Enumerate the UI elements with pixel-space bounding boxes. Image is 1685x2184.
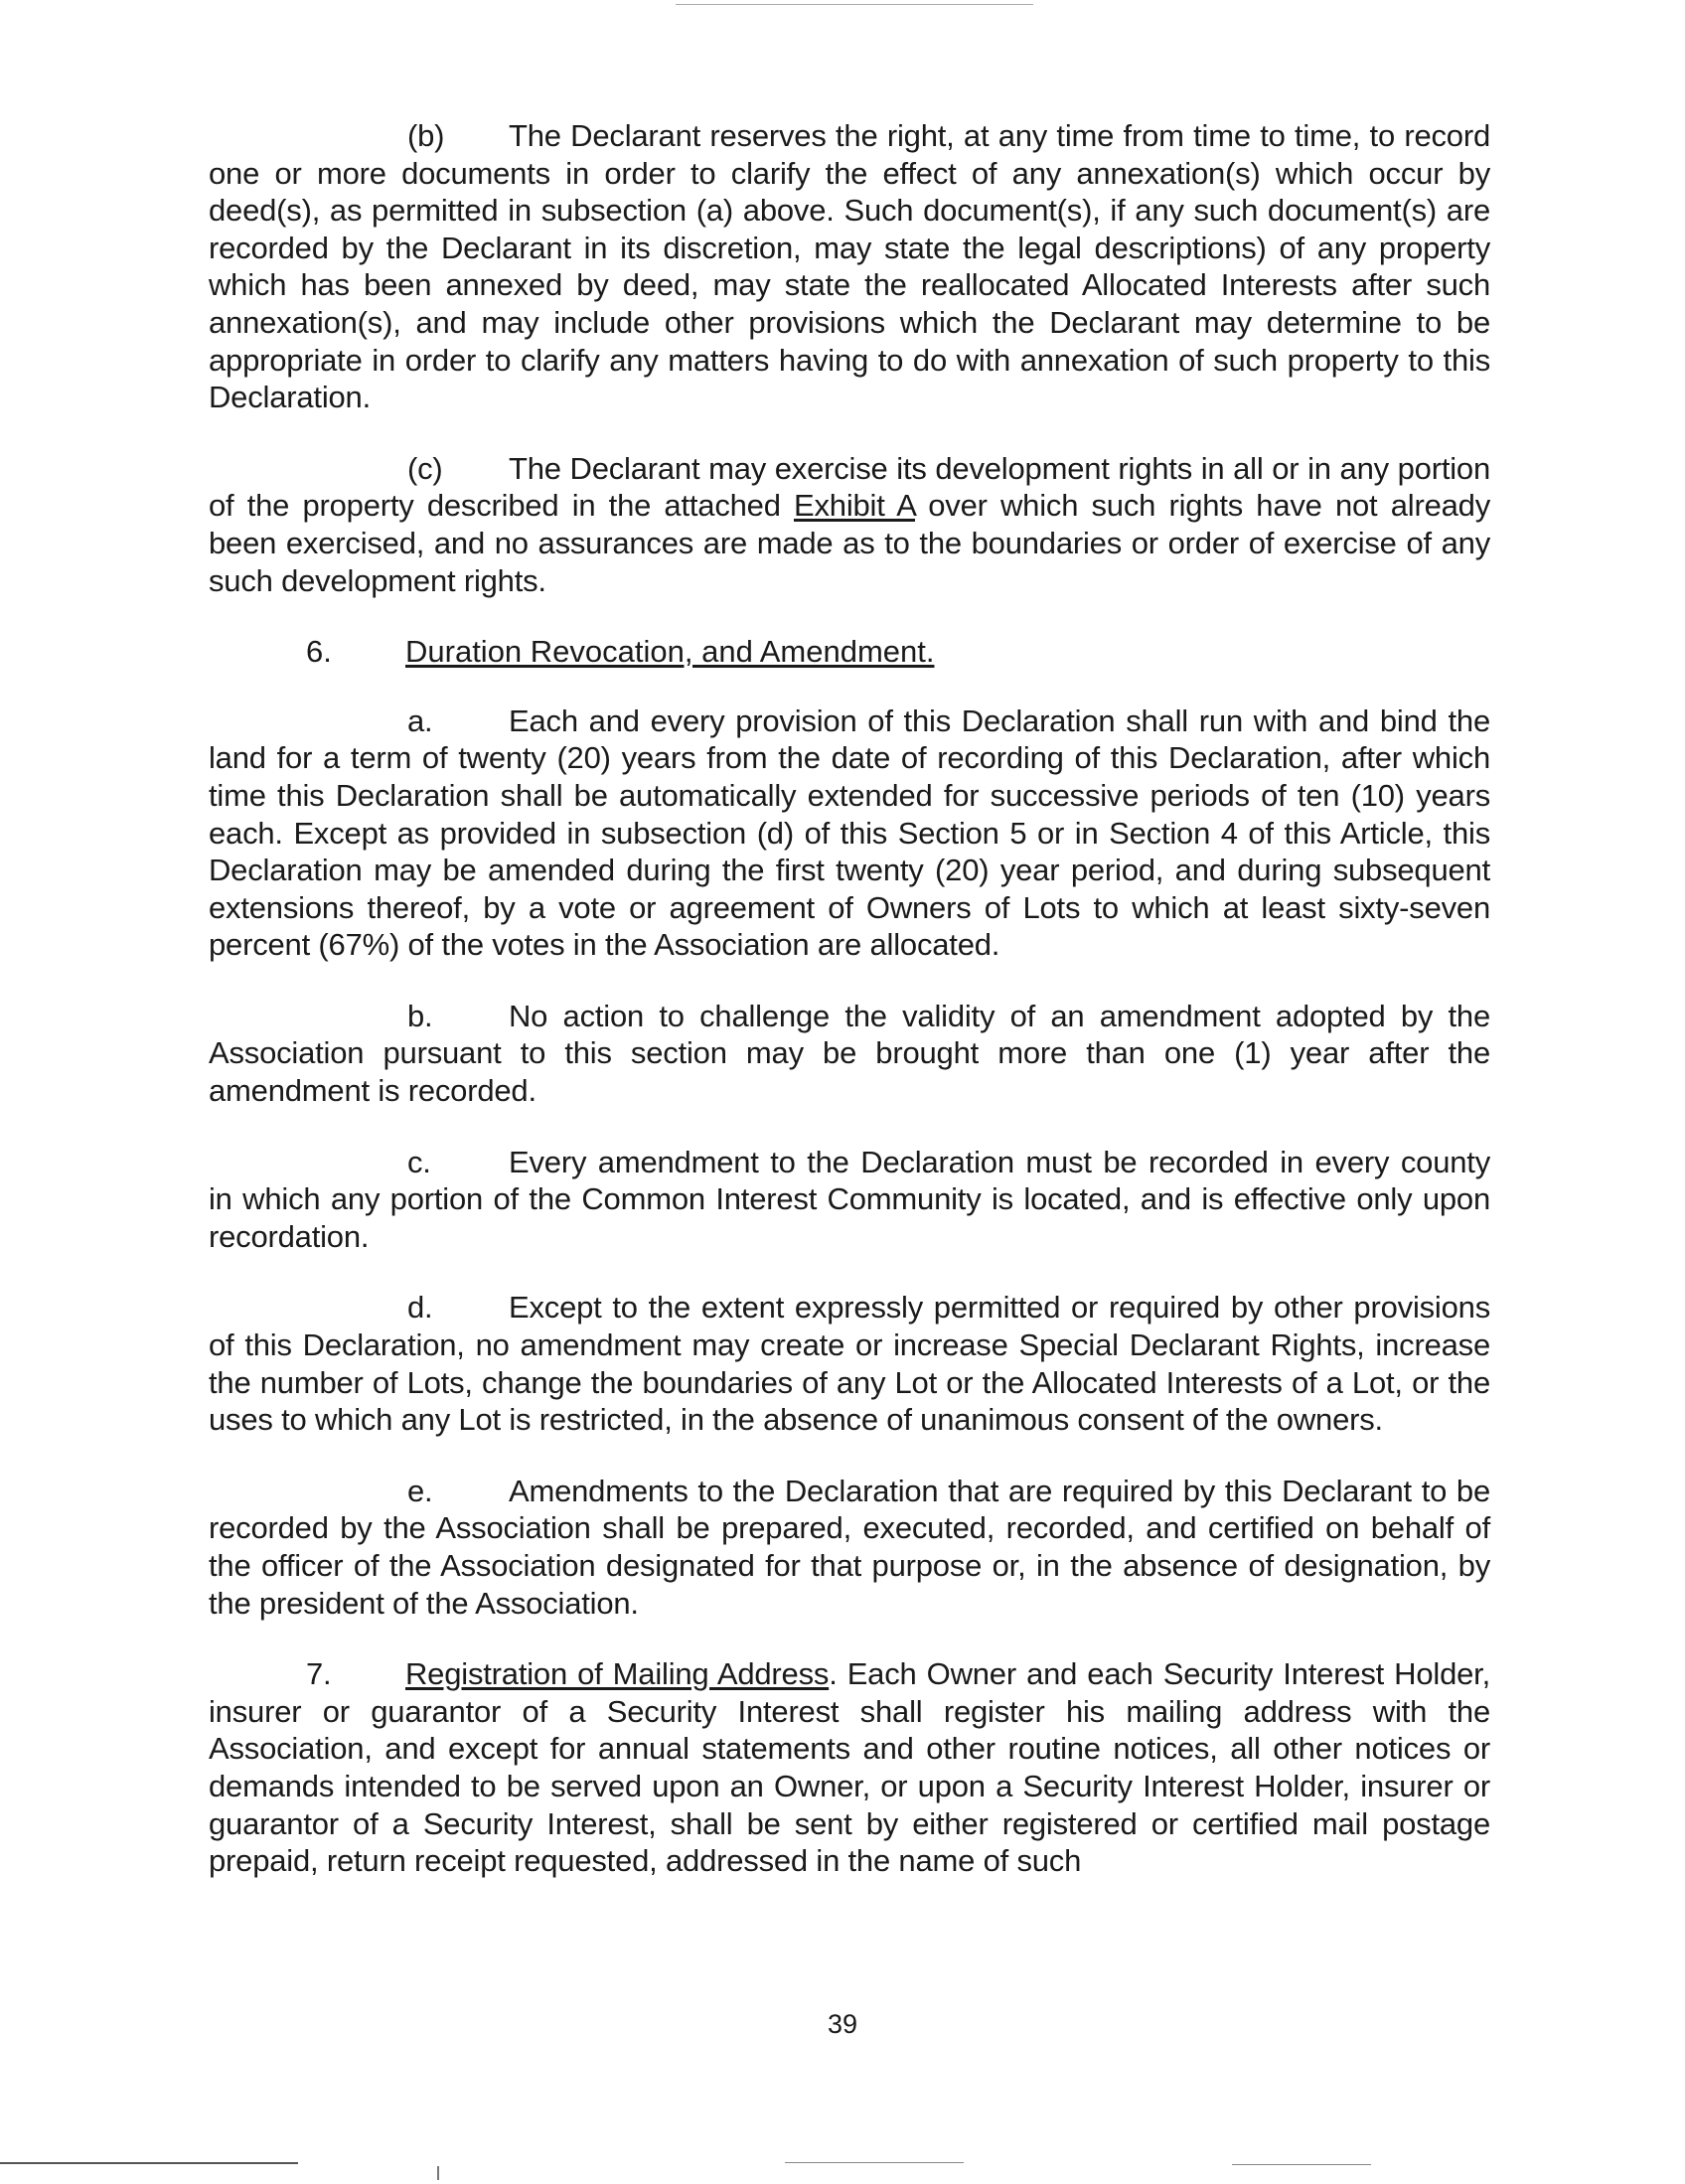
paragraph-6a-marker: a. <box>407 702 433 738</box>
paragraph-c <box>209 450 1490 599</box>
paragraph-b-marker: (b) <box>407 118 445 153</box>
paragraph-6a <box>209 702 1490 964</box>
paragraph-b <box>209 117 1490 416</box>
document-page <box>209 117 1490 1914</box>
paragraph-6d-marker: d. <box>407 1290 433 1326</box>
exhibit-a-reference: Exhibit A <box>794 488 915 524</box>
paragraph-6b <box>209 998 1490 1110</box>
paragraph-6c-text: Every amendment to the Declaration must be recorded in every county in which any portion of the Common Interest Community is located, and is effective only upon recordation. <box>209 1144 1490 1254</box>
paragraph-b-text: The Declarant reserves the right, at any time from time to time, to record one or more documents in order to clarify the effect of any annexation(s) which occur by deed(s), as permitted in subsection (a) above. Such document(s), if any such document(s) are recorded by the Declarant in its discretion, may state the legal descriptions) of any property which has been annexed by deed, may state the reallocated Allocated Interests after such annexation(s), and may include other provisions which the Declarant may determine to be appropriate in order to clarify any matters having to do with annexation of such property to this Declaration. <box>209 118 1490 415</box>
paragraph-6d <box>209 1289 1490 1438</box>
section-6-number: 6. <box>306 634 332 670</box>
paragraph-6e-text: Amendments to the Declaration that are required by this Declarant to be recorded by the Association shall be prepared, executed, recorded, and certified on behalf of the officer of the Association designated for that purpose or, in the absence of designation, by the president of the Association. <box>209 1473 1490 1621</box>
paragraph-c-text-before: The Declarant may exercise its development rights in all or in any portion of the property described in the attached <box>209 450 1490 524</box>
paragraph-c-text-after: over which such rights have not already been exercised, and no assurances are made as to the boundaries or order of exercise of any such development rights. <box>209 488 1490 598</box>
section-7-title: Registration of Mailing Address <box>405 1656 830 1692</box>
section-7-number: 7. <box>306 1656 332 1692</box>
paragraph-6a-text: Each and every provision of this Declaration shall run with and bind the land for a term of twenty (20) years from the date of recording of this Declaration, after which time this Declaration shall be automatically extended for successive periods of ten (10) years each. Except as provided in subsection (d) of this Section 5 or in Section 4 of this Article, this Declaration may be amended during the first twenty (20) year period, and during subsequent extensions thereof, by a vote or agreement of Owners of Lots to which at least sixty-seven percent (67%) of the votes in the Association are allocated. <box>209 702 1490 963</box>
paragraph-6c-marker: c. <box>407 1144 431 1179</box>
paragraph-6e <box>209 1473 1490 1622</box>
paragraph-6e-marker: e. <box>407 1473 433 1508</box>
page-number: 39 <box>827 2009 858 2039</box>
paragraph-6b-marker: b. <box>407 998 433 1033</box>
paragraph-6b-text: No action to challenge the validity of an amendment adopted by the Association pursuant to this section may be brought more than one (1) year after the amendment is recorded. <box>209 998 1490 1109</box>
section-7-text: . Each Owner and each Security Interest Holder, insurer or guarantor of a Security Interest shall register his mailing address with the Association, and except for annual statements and other routine notices, all other notices or demands intended to be served upon an Owner, or upon a Security Interest Holder, insurer or guarantor of a Security Interest, shall be sent by either registered or certified mail postage prepaid, return receipt requested, addressed in the name of such <box>209 1656 1490 1879</box>
section-6-title: Duration Revocation, and Amendment. <box>405 634 935 670</box>
section-7-paragraph <box>209 1655 1490 1880</box>
scan-artifact-bottom-left <box>0 2162 298 2164</box>
paragraph-c-marker: (c) <box>407 450 443 486</box>
paragraph-6d-text: Except to the extent expressly permitted or required by other provisions of this Declaration, no amendment may create or increase Special Declarant Rights, increase the number of Lots, change the boundaries of any Lot or the Allocated Interests of a Lot, or the uses to which any Lot is restricted, in the absence of unanimous consent of the owners. <box>209 1290 1490 1438</box>
section-6-heading <box>209 633 1490 671</box>
scan-artifact-top <box>676 4 1033 5</box>
scan-artifact-bottom-mark <box>437 2166 439 2180</box>
paragraph-6c <box>209 1144 1490 1256</box>
scan-artifact-bottom-mid <box>785 2162 964 2163</box>
scan-artifact-bottom-right <box>1232 2164 1371 2165</box>
